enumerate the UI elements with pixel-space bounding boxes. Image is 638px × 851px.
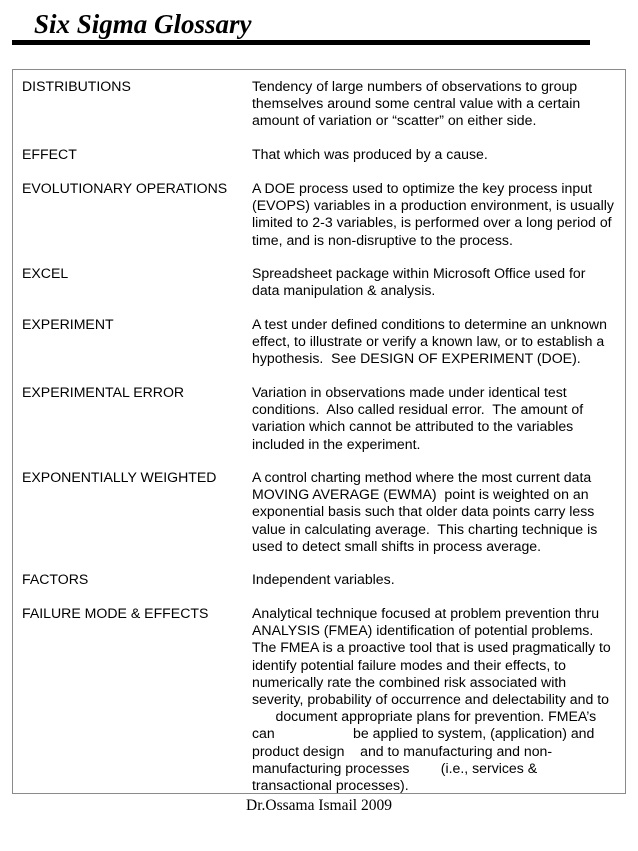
definition-line: MOVING AVERAGE (EWMA) point is weighted on an bbox=[252, 486, 589, 503]
definition-line: The FMEA is a proactive tool that is used pragmatically to bbox=[252, 639, 611, 656]
definition-line: value in calculating average. This charting technique is bbox=[252, 520, 598, 537]
glossary-definition bbox=[252, 384, 624, 453]
definition-line: severity, probability of occurrence and delectability and to bbox=[252, 691, 609, 708]
footer-credit: Dr.Ossama Ismail 2009 bbox=[246, 797, 392, 814]
glossary-term: EXPERIMENT bbox=[22, 316, 114, 332]
definition-line: limited to 2-3 variables, is performed over a long period of bbox=[252, 214, 612, 231]
definition-line: exponential basis such that older data points carry less bbox=[252, 503, 595, 520]
glossary-term: FAILURE MODE & EFFECTS bbox=[22, 605, 209, 621]
glossary-term: DISTRIBUTIONS bbox=[22, 78, 131, 94]
definition-line: Analytical technique focused at problem prevention thru bbox=[252, 605, 600, 621]
glossary-term: EVOLUTIONARY OPERATIONS bbox=[22, 180, 228, 196]
definition-line: conditions. Also called residual error. The amount of bbox=[252, 401, 584, 418]
page-title: Six Sigma Glossary bbox=[34, 9, 252, 39]
definition-line: ANALYSIS (FMEA) identification of potential problems. bbox=[252, 622, 594, 639]
glossary-definition bbox=[252, 316, 624, 368]
definition-line: transactional processes). bbox=[252, 777, 409, 794]
definition-line: document appropriate plans for prevention. FMEA’s bbox=[252, 708, 597, 725]
glossary-definition bbox=[252, 469, 624, 555]
definition-line: time, and is non-disruptive to the process. bbox=[252, 231, 513, 248]
definition-line: numerically rate the combined risk associated with bbox=[252, 673, 567, 690]
glossary-term: EXPONENTIALLY WEIGHTED bbox=[22, 469, 217, 485]
glossary-definition bbox=[252, 605, 624, 794]
definition-line: hypothesis. See DESIGN OF EXPERIMENT (DOE). bbox=[252, 350, 581, 367]
definition-line: identify potential failure modes and their effects, to bbox=[252, 656, 566, 673]
definition-line: A DOE process used to optimize the key process input bbox=[252, 180, 592, 196]
glossary-definition bbox=[252, 146, 624, 163]
definition-line: can be applied to system, (application) and bbox=[252, 725, 595, 742]
definition-line: That which was produced by a cause. bbox=[252, 146, 488, 162]
definition-line: effect, to illustrate or verify a known law, or to establish a bbox=[252, 333, 605, 350]
definition-line: Spreadsheet package within Microsoft Office used for bbox=[252, 265, 586, 281]
glossary-term: EFFECT bbox=[22, 146, 77, 162]
definition-line: manufacturing processes (i.e., services & bbox=[252, 759, 538, 776]
definition-line: product design and to manufacturing and non- bbox=[252, 742, 553, 759]
glossary-term: EXPERIMENTAL ERROR bbox=[22, 384, 185, 400]
glossary-term: EXCEL bbox=[22, 265, 69, 281]
definition-line: A test under defined conditions to determine an unknown bbox=[252, 316, 607, 332]
definition-line: (EVOPS) variables in a production environment, is usually bbox=[252, 197, 614, 214]
definition-line: data manipulation & analysis. bbox=[252, 282, 436, 299]
glossary-definition bbox=[252, 78, 624, 130]
definition-line: A control charting method where the most current data bbox=[252, 469, 592, 485]
glossary-definition bbox=[252, 265, 624, 299]
definition-line: Tendency of large numbers of observations to group bbox=[252, 78, 578, 94]
glossary-term: FACTORS bbox=[22, 571, 89, 587]
definition-line: Variation in observations made under identical test bbox=[252, 384, 567, 400]
definition-line: amount of variation or “scatter” on either side. bbox=[252, 112, 537, 129]
definition-line: Independent variables. bbox=[252, 571, 395, 587]
definition-line: themselves around some central value with a certain bbox=[252, 95, 581, 112]
glossary-definition bbox=[252, 571, 624, 588]
glossary-definition bbox=[252, 180, 624, 249]
definition-line: used to detect small shifts in process average. bbox=[252, 537, 542, 554]
definition-line: included in the experiment. bbox=[252, 435, 421, 452]
title-underline bbox=[12, 40, 590, 45]
definition-line: variation which cannot be attributed to the variables bbox=[252, 418, 574, 435]
